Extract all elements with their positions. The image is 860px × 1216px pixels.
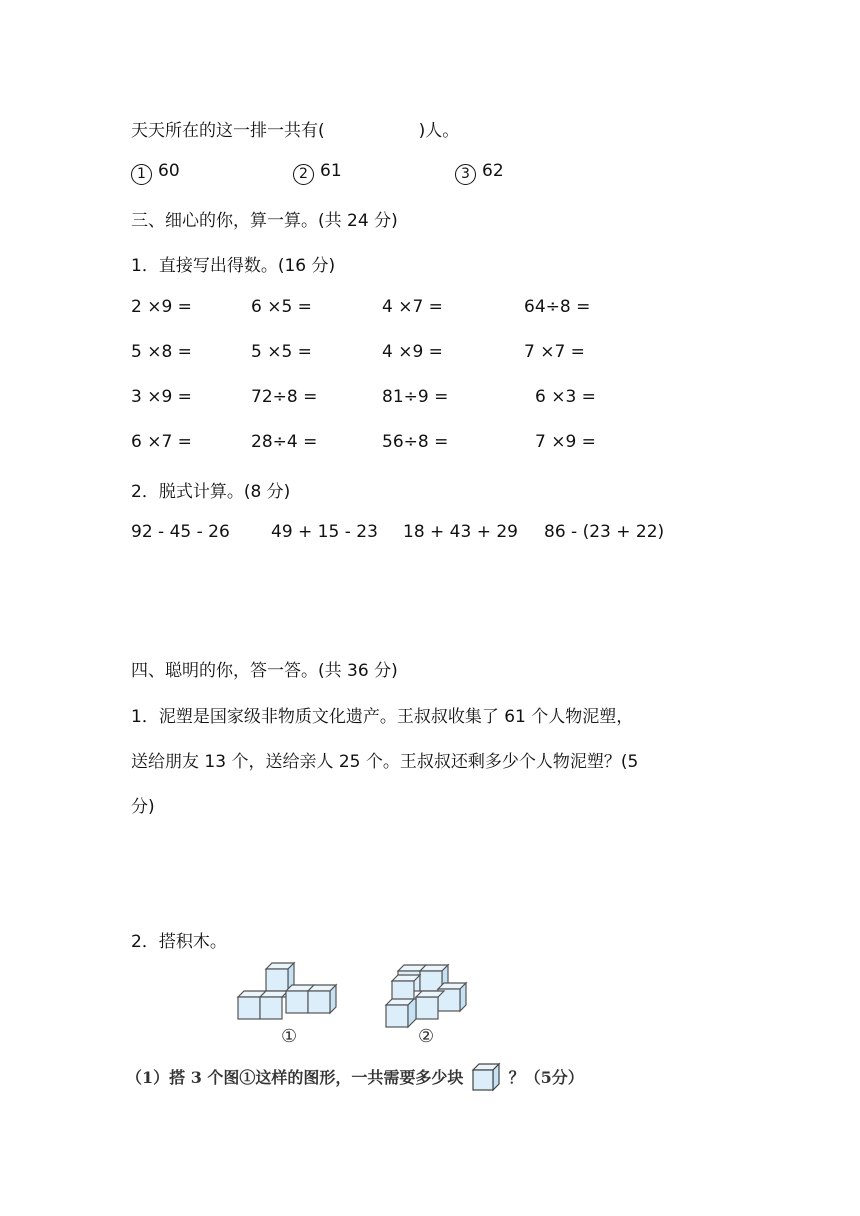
calc-item: 28÷4 = [251, 432, 318, 452]
figure-1-label: ① [281, 1026, 298, 1047]
option-2-number: 2 [293, 164, 314, 185]
calc-item: 5 ×5 = [251, 342, 312, 362]
option-2-value: 61 [320, 161, 342, 181]
calc-item: 4 ×7 = [382, 297, 443, 317]
section-4-q2-title: 2．搭积木。 [131, 932, 227, 952]
sub-question-1 [126, 1061, 584, 1091]
cube-icon [470, 1061, 502, 1091]
stepwise-item: 86 - (23 + 22) [544, 522, 665, 542]
question-text-pre: 天天所在的这一排一共有( [131, 121, 325, 141]
section-4-q1-line-3: 分) [131, 797, 155, 817]
option-2 [293, 161, 342, 185]
calc-item: 5 ×8 = [131, 342, 192, 362]
calc-item: 81÷9 = [382, 387, 449, 407]
calc-item: 6 ×7 = [131, 432, 192, 452]
option-1-number: 1 [131, 164, 152, 185]
calc-item: 7 ×9 = [535, 432, 596, 452]
stepwise-item: 92 - 45 - 26 [131, 522, 230, 542]
calc-item: 3 ×9 = [131, 387, 192, 407]
section-3-q1-title: 1．直接写出得数。(16 分) [131, 256, 336, 276]
section-4-q1-line-2: 送给朋友 13 个，送给亲人 25 个。王叔叔还剩多少个人物泥塑？(5 [131, 752, 639, 772]
section-4-heading: 四、聪明的你，答一答。(共 36 分) [131, 661, 398, 681]
figure-2-label: ② [418, 1026, 435, 1047]
block-figure-1 [234, 960, 344, 1024]
stepwise-item: 49 + 15 - 23 [271, 522, 378, 542]
section-3-q2-title: 2．脱式计算。(8 分) [131, 482, 291, 502]
calc-item: 72÷8 = [251, 387, 318, 407]
option-3-value: 62 [482, 161, 504, 181]
calc-item: 64÷8 = [524, 297, 591, 317]
calc-item: 6 ×5 = [251, 297, 312, 317]
block-figure-2 [382, 960, 474, 1030]
section-3-heading: 三、细心的你，算一算。(共 24 分) [131, 211, 398, 231]
question-text-post: )人。 [418, 121, 460, 141]
option-1 [131, 161, 180, 185]
option-3 [455, 161, 504, 185]
section-4-q1-line-1: 1．泥塑是国家级非物质文化遗产。王叔叔收集了 61 个人物泥塑， [131, 707, 634, 727]
calc-item: 7 ×7 = [524, 342, 585, 362]
sub-question-1-text-post: ？（5分） [508, 1068, 584, 1087]
option-3-number: 3 [455, 164, 476, 185]
sub-question-1-text-pre: （1）搭 3 个图①这样的图形，一共需要多少块 [126, 1068, 464, 1087]
question-row-count [131, 116, 459, 141]
calc-item: 6 ×3 = [535, 387, 596, 407]
calc-item: 2 ×9 = [131, 297, 192, 317]
calc-item: 56÷8 = [382, 432, 449, 452]
option-1-value: 60 [158, 161, 180, 181]
calc-item: 4 ×9 = [382, 342, 443, 362]
stepwise-item: 18 + 43 + 29 [403, 522, 518, 542]
